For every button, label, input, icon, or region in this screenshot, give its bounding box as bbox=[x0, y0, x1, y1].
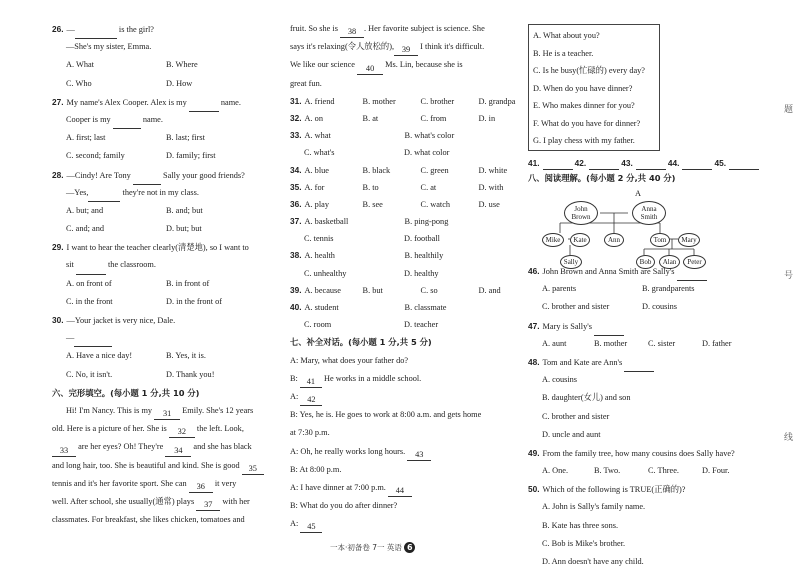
section-8-heading: 八、阅读理解。(每小题 2 分,共 40 分) bbox=[528, 172, 676, 183]
margin-mark-1: 题 bbox=[784, 105, 794, 115]
margin-mark-2: 号 bbox=[784, 271, 794, 281]
node-tom: Tom bbox=[650, 233, 670, 247]
section-7-heading: 七、补全对话。(每小题 1 分,共 5 分) bbox=[290, 337, 432, 348]
cloze-34-options: 34. A. blue B. black C. green D. white bbox=[290, 164, 508, 175]
cloze-37-options: 37. A. basketball B. ping-pong bbox=[290, 216, 449, 227]
page-footer: 一本·初备卷 7一 英语 6 bbox=[330, 542, 415, 553]
dialog-options-box: A. What about you? B. He is a teacher. C. Is he busy(忙碌的) every day? D. When do you have dinner? E. Who makes dinner for you? F. What do you have for dinner? G. I play chess with my father. bbox=[528, 24, 660, 151]
column-3: A. What about you? B. He is a teacher. C. Is he busy(忙碌的) every day? D. When do you have dinner? E. Who makes dinner for you? F. What do you have for dinner? G. I play chess with my father. 41. 42. 43. 44. 45. 八、阅读理解。(每小题 2 分,共 40 分) A John Brown Anna Smith Mike Kate Ann Tom Mary Sally Bob Alan Peter 46. John Brown and Anna Smith are Sally's A. parents B. grandparents C. brother and sister D. cousins 47. Mary is Sally's A. aunt B. mother C. sister D. father 48. Tom and Kate are Ann's A. cousins B. daughter(女儿) and son C. brother and sister D. uncle and aunt 49. From the family tree, how many cousins does Sally have? A. One. B. Two. C. Three. D. Four. 50. Which of the following is TRUE(正确的)? A. John is Sally's family name. B. Kate has three sons. C. Bob is Mike's brother. D. Ann doesn't have any child. bbox=[528, 24, 768, 293]
q27-options: A. first; last B. last; first bbox=[66, 133, 205, 143]
cloze-36-options: 36. A. play B. see C. watch D. use bbox=[290, 198, 500, 209]
q30-options: A. Have a nice day! B. Yes, it is. bbox=[66, 351, 206, 361]
node-john-brown: John Brown bbox=[564, 201, 598, 225]
q29-options: A. on front of B. in front of bbox=[66, 278, 210, 288]
answer-blanks: 41. 42. 43. 44. 45. bbox=[528, 157, 768, 169]
cloze-38-options: 38. A. health B. healthily bbox=[290, 250, 444, 261]
q26-prompt: —She's my sister, Emma. bbox=[66, 42, 152, 52]
node-anna-smith: Anna Smith bbox=[632, 201, 666, 225]
section-6-heading: 六、完形填空。(每小题 1 分,共 10 分) bbox=[52, 387, 200, 398]
node-alan: Alan bbox=[659, 255, 680, 269]
column-1: 26. — is the girl? —She's my sister, Emma. A. What B. Where C. Who D. How 27. My name's Alex Cooper. Alex is my name. Cooper is my name. A. first; last B. last; first C. second; family D. family; first 28. —Cindy! Are Tony Sally your good friends? —Yes, they're not in my class. A. but; and B. and; but C. and; and D. but; but 29. I want to hear the teacher clearly(清楚地), so I want to sit the classroom. A. on front of B. in front of C. in the front D. in the front of 30. —Your jacket is very nice, Dale. — A. Have a nice day! B. Yes, it is. C. No, it isn't. D. Thank you! 六、完形填空。(每小题 1 分,共 10 分) Hi! I'm Nancy. This is my 31 Emily. She's 12 years old. Here is a picture of her. She is 32 the left. Look, 33 are her eyes? Oh! They're 34 and she has black and long hair, too. She is beautiful and kind. She is good 35 tennis and it's her favorite sport. She can 36 it very well. After school, she usually(通常) plays 37 with her classmates. For breakfast, she likes chicken, tomatoes and bbox=[52, 20, 282, 529]
node-ann: Ann bbox=[604, 233, 624, 247]
q28-options: A. but; and B. and; but bbox=[66, 205, 203, 215]
node-peter: Peter bbox=[683, 255, 706, 269]
q26-options: A. What B. Where bbox=[66, 60, 198, 70]
margin-mark-3: 线 bbox=[784, 433, 794, 443]
column-2: fruit. So she is 38 . Her favorite subject is science. She says it's relaxing(令人放松的), 39 I think it's difficult. We like our science 40 Ms. Lin, because she is great fun. 31. A. friend B. mother C. brother D. grandpa 32. A. on B. at C. from D. in 33. A. what B. what's color C. what's D. what color 34. A. blue B. black C. green D. white 35. A. for B. to C. at D. with 36. A. play B. see C. watch D. use 37. A. basketball B. ping-pong C. tennis D. football 38. A. health B. healthily C. unhealthy D. healthy 39. A. because B. but C. so D. and 40. A. student B. classmate C. room D. teacher 七、补全对话。(每小题 1 分,共 5 分) A: Mary, what does your father do? B: 41 He works in a middle school. A: 42 B: Yes, he is. He goes to work at 8:00 a.m. and gets home at 7:30 p.m. A: Oh, he really works long hours. 43 B: At 8:00 p.m. A: I have dinner at 7:00 p.m. 44 B: What do you do after dinner? A: 45 bbox=[290, 20, 520, 533]
node-bob: Bob bbox=[636, 255, 655, 269]
page-number: 6 bbox=[404, 542, 415, 553]
cloze-31-options: 31. A. friend B. mother C. brother D. grandpa bbox=[290, 95, 516, 106]
node-sally: Sally bbox=[560, 255, 582, 269]
node-mary: Mary bbox=[678, 233, 700, 247]
cloze-40-options: 40. A. student B. classmate bbox=[290, 302, 447, 312]
cloze-39-options: 39. A. because B. but C. so D. and bbox=[290, 284, 501, 295]
cloze-32-options: 32. A. on B. at C. from D. in bbox=[290, 112, 496, 123]
node-mike: Mike bbox=[542, 233, 564, 247]
cloze-35-options: 35. A. for B. to C. at D. with bbox=[290, 181, 504, 192]
cloze-33-options: 33. A. what B. what's color bbox=[290, 130, 455, 141]
node-kate: Kate bbox=[570, 233, 590, 247]
